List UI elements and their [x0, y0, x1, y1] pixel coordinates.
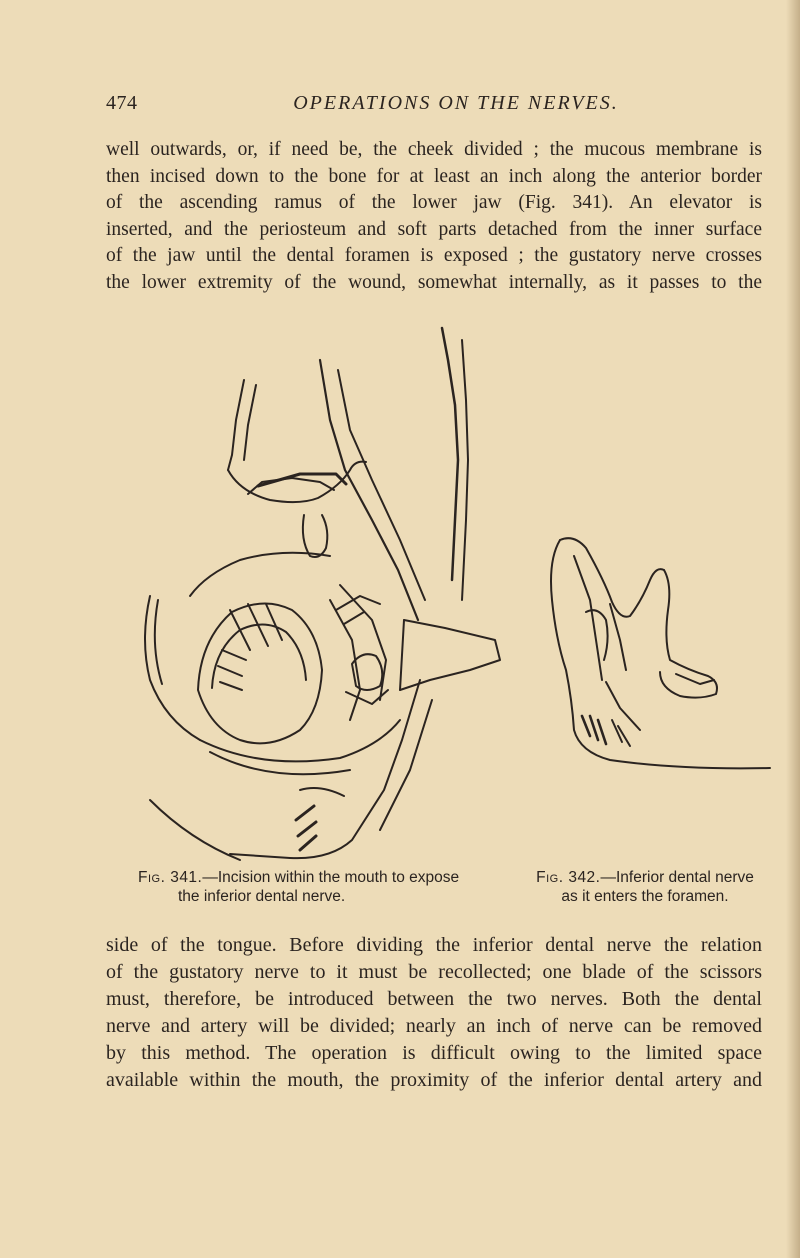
anatomical-illustrations [0, 320, 800, 880]
figure-label: Fig. 341. [138, 869, 203, 886]
caption-text: —Inferior dental nerve [600, 869, 754, 886]
paragraph-line: by this method. The operation is difficult owing to the limited space [106, 1042, 762, 1064]
paragraph-line: then incised down to the bone for at least an inch along the anterior border [106, 165, 762, 187]
paragraph-line: of the jaw until the dental foramen is exposed ; the gustatory nerve crosses [106, 245, 762, 267]
paragraph-line: available within the mouth, the proximity of the inferior dental artery and [106, 1069, 762, 1091]
figure-342-caption [520, 868, 770, 906]
running-head: OPERATIONS ON THE NERVES. [293, 92, 619, 114]
caption-text: the inferior dental nerve. [178, 888, 346, 905]
caption-text: —Incision within the mouth to expose [202, 869, 460, 886]
paragraph-line: nerve and artery will be divided; nearly an inch of nerve can be removed [106, 1015, 762, 1037]
paragraph-line: inserted, and the periosteum and soft parts detached from the inner surface [106, 218, 762, 240]
page-number: 474 [106, 92, 138, 114]
paragraph-line: side of the tongue. Before dividing the inferior dental nerve the relation [106, 934, 762, 956]
paragraph-2 [106, 932, 762, 1094]
paragraph-line: must, therefore, be introduced between the two nerves. Both the dental [106, 988, 762, 1010]
paragraph-line: of the gustatory nerve to it must be recollected; one blade of the scissors [106, 961, 762, 983]
figure-label: Fig. 342. [536, 869, 601, 886]
paragraph-line: the lower extremity of the wound, somewhat internally, as it passes to the [106, 271, 762, 293]
paragraph-line: well outwards, or, if need be, the cheek divided ; the mucous membrane is [106, 139, 762, 160]
figure-341-illustration [145, 328, 500, 860]
paragraph-line: of the ascending ramus of the lower jaw (Fig. 341). An elevator is [106, 192, 762, 214]
figure-342-illustration [551, 538, 770, 768]
figure-341-caption [138, 868, 498, 906]
page-header [106, 92, 766, 122]
caption-text: as it enters the foramen. [561, 888, 729, 905]
paragraph-1 [106, 137, 762, 297]
